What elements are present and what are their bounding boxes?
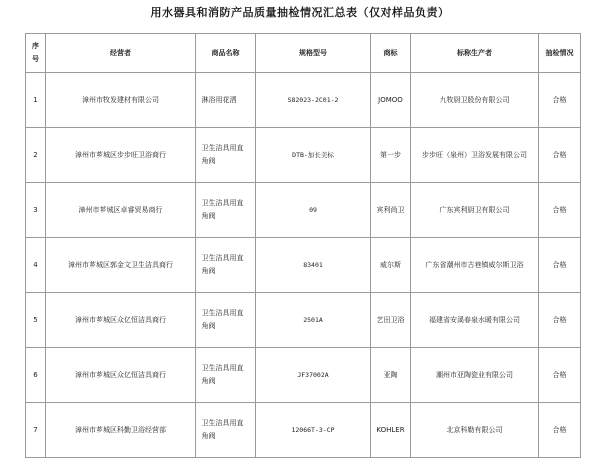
cell-manufacturer: 广东宾利厨卫有限公司 [411,183,539,238]
header-result: 抽检情况 [539,34,581,73]
table-row [26,183,581,238]
cell-product: 卫生洁具用直角阀 [196,403,256,458]
header-row [26,34,581,73]
table-row [26,403,581,458]
cell-manufacturer: 潮州市亚陶瓷业有限公司 [411,348,539,403]
table-row [26,73,581,128]
header-brand: 商标 [371,34,411,73]
cell-brand: KOHLER [371,403,411,458]
cell-model: JF37002A [256,348,371,403]
cell-model: 83401 [256,238,371,293]
cell-model: S82023-2C01-2 [256,73,371,128]
page-title: 用水器具和消防产品质量抽检情况汇总表（仅对样品负责） [150,6,450,19]
cell-model: 2501A [256,293,371,348]
cell-model: 12066T-3-CP [256,403,371,458]
cell-product: 淋浴用花洒 [196,73,256,128]
cell-product: 卫生洁具用直角阀 [196,348,256,403]
table-row [26,128,581,183]
inspection-table [25,33,581,458]
cell-operator: 漳州市芗城区科勤卫浴经营部 [46,403,196,458]
cell-result: 合格 [539,348,581,403]
cell-result: 合格 [539,403,581,458]
cell-brand: 宾利尚卫 [371,183,411,238]
header-product: 商品名称 [196,34,256,73]
cell-manufacturer: 步步旺（泉州）卫浴发展有限公司 [411,128,539,183]
cell-model: 09 [256,183,371,238]
cell-seq: 2 [26,128,46,183]
header-manufacturer: 标称生产者 [411,34,539,73]
cell-manufacturer: 北京科勒有限公司 [411,403,539,458]
cell-brand: 第一步 [371,128,411,183]
cell-seq: 4 [26,238,46,293]
header-operator: 经营者 [46,34,196,73]
cell-product: 卫生洁具用直角阀 [196,128,256,183]
cell-result: 合格 [539,128,581,183]
table-row [26,293,581,348]
cell-product: 卫生洁具用直角阀 [196,238,256,293]
cell-seq: 6 [26,348,46,403]
table-row [26,238,581,293]
cell-operator: 漳州市牧发建材有限公司 [46,73,196,128]
cell-result: 合格 [539,238,581,293]
cell-operator: 漳州市芗城区步步旺卫浴商行 [46,128,196,183]
header-model: 规格型号 [256,34,371,73]
cell-manufacturer: 九牧厨卫股份有限公司 [411,73,539,128]
cell-operator: 漳州市芗城区众亿恒洁具商行 [46,293,196,348]
cell-product: 卫生洁具用直角阀 [196,183,256,238]
cell-brand: JOMOO [371,73,411,128]
cell-seq: 7 [26,403,46,458]
cell-result: 合格 [539,73,581,128]
cell-brand: 威尔斯 [371,238,411,293]
cell-seq: 1 [26,73,46,128]
table-row [26,348,581,403]
cell-seq: 3 [26,183,46,238]
cell-manufacturer: 福建省安溪春泉水暖有限公司 [411,293,539,348]
cell-operator: 漳州市芗城区众亿恒洁具商行 [46,348,196,403]
cell-result: 合格 [539,293,581,348]
cell-seq: 5 [26,293,46,348]
cell-brand: 亚陶 [371,348,411,403]
cell-operator: 漳州市芗城区郭金文卫生洁具商行 [46,238,196,293]
cell-brand: 艺田卫浴 [371,293,411,348]
cell-model: DTB-加长美标 [256,128,371,183]
cell-manufacturer: 广东省潮州市古巷镇威尔斯卫浴 [411,238,539,293]
cell-result: 合格 [539,183,581,238]
header-seq: 序 号 [26,34,46,73]
cell-operator: 漳州市芗城区卓睿贸易商行 [46,183,196,238]
cell-product: 卫生洁具用直角阀 [196,293,256,348]
